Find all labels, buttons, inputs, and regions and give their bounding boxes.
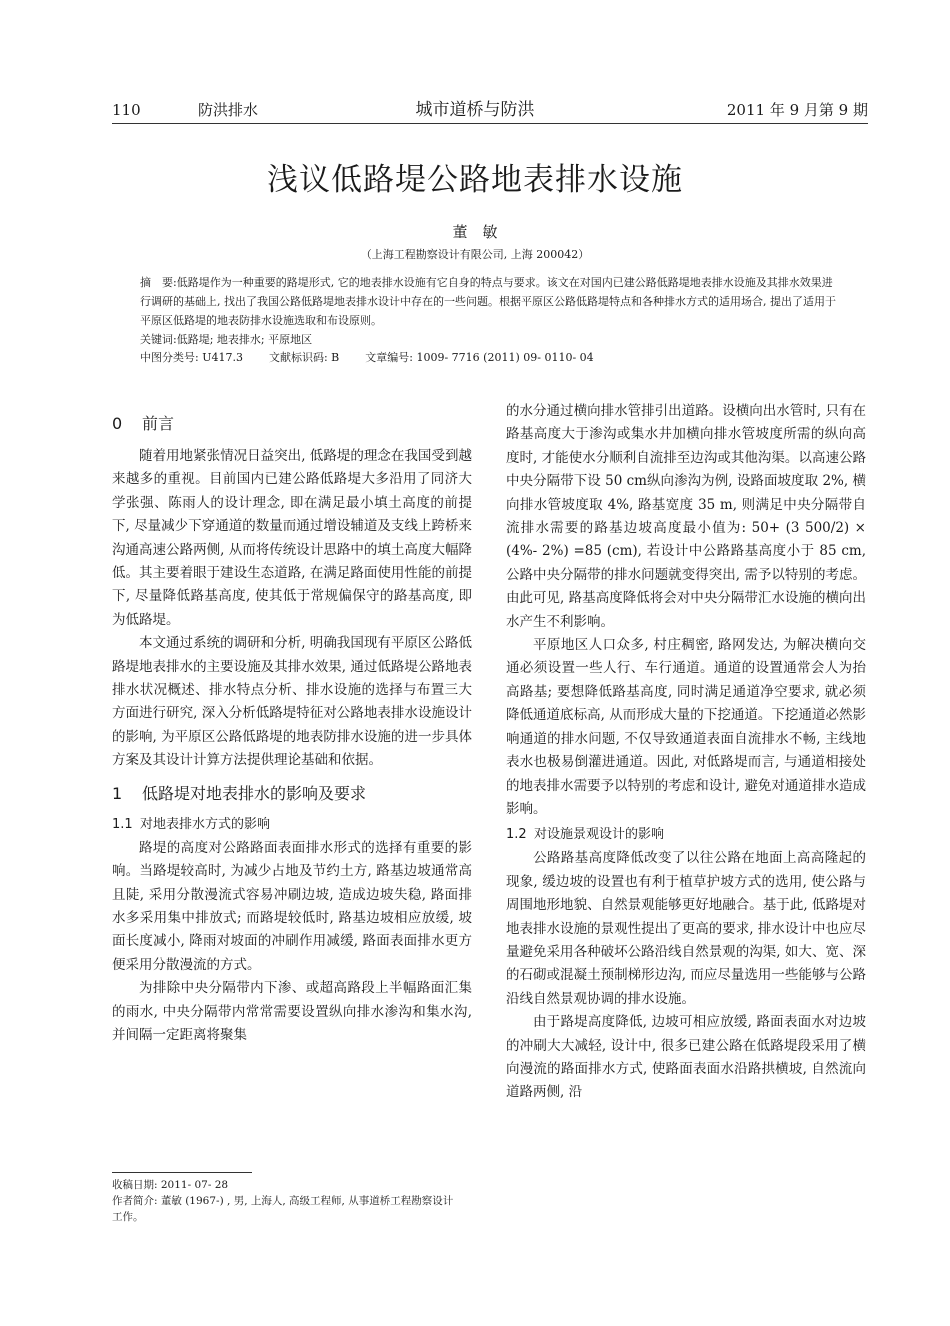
abstract-text: 低路堤作为一种重要的路堤形式, 它的地表排水设施有它自身的特点与要求。该文在对国内已建公路低路堤地表排水设施及其排水效果进行调研的基础上, 找出了我国公路低路堤地表排水设计中存在的一些问题。根据平原区公路低路堤特点和各种排水方式的适用场合, 提出了适用于平原区低路堤的地表防排水设施选取和布设原则。: [140, 276, 836, 327]
abstract-label: 摘 要:: [140, 276, 177, 289]
keywords-text: 低路堤; 地表排水; 平原地区: [176, 333, 313, 346]
body-column-left: [112, 405, 472, 1047]
received-date: 收稿日期: 2011- 07- 28: [112, 1179, 229, 1191]
article-number: 文章编号: 1009- 7716 (2011) 09- 0110- 04: [365, 351, 594, 364]
paragraph: 随着用地紧张情况日益突出, 低路堤的理念在我国受到越来越多的重视。目前国内已建公路低路堤大多沿用了同济大学张强、陈雨人的设计理念, 即在满足最小填土高度的前提下, 尽量减少下穿通道的数量而通过增设辅道及支线上跨桥来沟通高速公路两侧, 从而将传统设计思路中的填土高度大幅降低。其主要着眼于建设生态道路, 在满足路面使用性能的前提下, 尽量降低路基高度, 使其低于常规偏保守的路基高度, 即为低路堤。: [112, 448, 472, 628]
author-affiliation: （上海工程勘察设计有限公司, 上海 200042）: [360, 248, 590, 261]
subsection-heading-1-2: 1.2 对设施景观设计的影响: [506, 827, 665, 843]
header-rule: [112, 123, 868, 124]
keywords: [140, 331, 840, 349]
paragraph: 为排除中央分隔带内下渗、或超高路段上半幅路面汇集的雨水, 中央分隔带内常常需要设置纵向排水渗沟和集水沟, 并间隔一定距离将聚集: [112, 980, 472, 1043]
footnote-rule: [112, 1172, 252, 1173]
subsection-heading-1-1: 1.1 对地表排水方式的影响: [112, 816, 271, 832]
paragraph: 本文通过系统的调研和分析, 明确我国现有平原区公路低路堤地表排水的主要设施及其排水效果, 通过低路堤公路地表排水状况概述、排水特点分析、排水设施的选择与布置三大方面进行研究, 深入分析低路堤特征对公路地表排水设施设计的影响, 为平原区公路低路堤的地表防排水设施的进一步具体方案及其设计计算方法提供理论基础和依据。: [112, 635, 472, 769]
classification-line: [140, 349, 840, 367]
author-bio: 作者简介: 董敏 (1967-) , 男, 上海人, 高级工程师, 从事道桥工程勘察设计工作。: [112, 1195, 454, 1223]
abstract: [140, 273, 840, 330]
journal-name: 城市道桥与防洪: [415, 100, 535, 120]
paragraph: 由于路堤高度降低, 边坡可相应放缓, 路面表面水对边坡的冲刷大大减轻, 设计中, 很多已建公路在低路堤段采用了横向漫流的路面排水方式, 使路面表面水沿路拱横坡, 自然流向道路两侧, 沿: [506, 1014, 866, 1101]
issue-info: 2011 年 9 月第 9 期: [726, 101, 868, 119]
body-column-right: [506, 400, 866, 1105]
keywords-label: 关键词:: [140, 333, 177, 346]
paragraph: 路堤的高度对公路路面表面排水形式的选择有重要的影响。当路堤较高时, 为减少占地及节约土方, 路基边坡通常高且陡, 采用分散漫流式容易冲刷边坡, 造成边坡失稳, 路面排水多采用集中排放式; 而路堤较低时, 路基边坡相应放缓, 坡面长度减小, 降雨对坡面的冲刷作用减缓, 路面表面排水更方便采用分散漫流的方式。: [112, 839, 472, 973]
page-number: 110: [112, 101, 141, 119]
paragraph: 的水分通过横向排水管排引出道路。设横向出水管时, 只有在路基高度大于渗沟或集水井加横向排水管坡度所需的纵向高度时, 才能使水分顺利自流排至边沟或其他沟渠。以高速公路中央分隔带下设 50 cm纵向渗沟为例, 设路面坡度取 2%, 横向排水管坡度取 4%, 路基宽度 35 m, 则满足中央分隔带自流排水需要的路基边坡高度最小值为: 50+ (3 500/2) × (4%- 2%) =85 (cm), 若设计中公路路基高度小于 85 cm, 公路中央分隔带的排水问题就变得突出, 需予以特别的考虑。由此可见, 路基高度降低将会对中央分隔带汇水设施的横向出水产生不利影响。: [506, 403, 866, 630]
section-heading-0: 0 前言: [112, 414, 175, 433]
section-heading-1: 1 低路堤对地表排水的影响及要求: [112, 783, 367, 803]
paragraph: 公路路基高度降低改变了以往公路在地面上高高隆起的现象, 缓边坡的设置也有利于植草护坡方式的选用, 使公路与周围地形地貌、自然景观能够更好地融合。基于此, 低路堤对地表排水设施的景观性提出了更高的要求, 排水设计中也应尽量避免采用各种破坏公路沿线自然景观的沟渠, 如大、宽、深的石砌或混凝土预制梯形边沟, 而应尽量选用一些能够与公路沿线自然景观协调的排水设施。: [506, 850, 866, 1007]
section-label: 防洪排水: [198, 101, 259, 119]
author-name: 董 敏: [452, 223, 498, 241]
page-title: 浅议低路堤公路地表排水设施: [267, 162, 683, 198]
document-code: 文献标识码: B: [268, 351, 340, 364]
clc-code: 中图分类号: U417.3: [140, 351, 243, 364]
paragraph: 平原地区人口众多, 村庄稠密, 路网发达, 为解决横向交通必须设置一些人行、车行通道。通道的设置通常会人为抬高路基; 要想降低路基高度, 同时满足通道净空要求, 就必须降低通道底标高, 从而形成大量的下挖通道。下挖通道必然影响通道的排水问题, 不仅导致通道表面自流排水不畅, 主线地表水也极易倒灌进通道。因此, 对低路堤而言, 与通道相接处的地表排水需要予以特别的考虑和设计, 避免对通道排水造成影响。: [506, 637, 866, 817]
footnote: [112, 1177, 462, 1225]
